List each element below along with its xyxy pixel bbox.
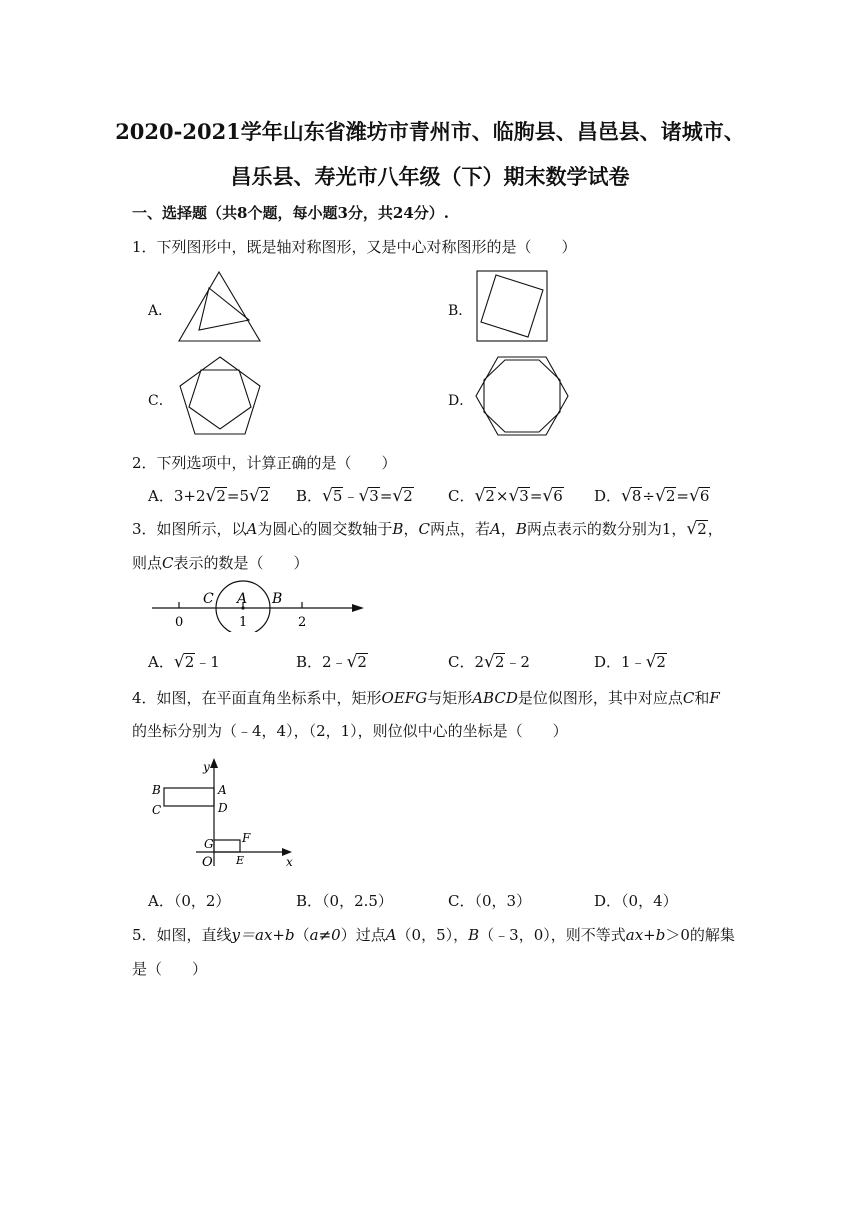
sqrt-icon: √ [655, 486, 666, 506]
q3-tick-2: 2 [298, 615, 307, 630]
q3-tick-0: 0 [175, 615, 184, 630]
q1-stem: 1．下列图形中，既是轴对称图形，又是中心对称图形的是（ ） [132, 238, 577, 256]
q4-axis-y: y [203, 760, 210, 774]
q2-option-d[interactable]: D．√8÷√2=√6 [594, 486, 710, 506]
q5-line-1: 5．如图，直线y＝ax+b（a≠0）过点A（0，5），B（﹣3，0），则不等式ax+b＞0的解集 [132, 926, 735, 944]
sqrt-icon: √ [173, 652, 185, 672]
title-line-1: 2020-2021学年山东省潍坊市青州市、临朐县、昌邑县、诸城市、 [115, 119, 745, 144]
q1-figure-c [176, 353, 266, 439]
q3-option-b[interactable]: B．2﹣√2 [296, 652, 367, 672]
q3-option-c[interactable]: C．2√2﹣2 [448, 652, 530, 672]
q3-label-b: B [272, 591, 283, 607]
section-heading: 一、选择题（共8个题，每小题3分，共24分）. [132, 204, 449, 222]
sqrt-icon: √ [508, 486, 520, 506]
q2-option-b[interactable]: B．√5﹣√3=√2 [296, 486, 413, 506]
q1-figure-d [474, 353, 570, 439]
sqrt-icon: √ [688, 486, 700, 506]
q4-option-c[interactable]: C．（0，3） [448, 892, 532, 910]
q4-option-b[interactable]: B．（0，2.5） [296, 892, 393, 910]
q3-option-a[interactable]: A．√2﹣1 [148, 652, 220, 672]
q3-line-2: 则点C表示的数是（ ） [132, 554, 309, 572]
q1-label-c: C． [148, 393, 173, 409]
sqrt-icon: √ [474, 486, 486, 506]
q4-option-d[interactable]: D．（0，4） [594, 892, 678, 910]
q3-tick-1: 1 [239, 615, 248, 630]
q4-label-g: G [204, 837, 214, 851]
q1-label-d: D． [448, 393, 474, 409]
q4-label-a: A [218, 783, 227, 797]
sqrt-icon: √ [346, 652, 358, 672]
sqrt-icon: √ [358, 486, 370, 506]
q4-label-d: D [218, 801, 228, 815]
sqrt-icon: √ [392, 486, 404, 506]
q3-label-c: C [203, 591, 214, 607]
sqrt-icon: √ [645, 652, 657, 672]
q4-coordinate-figure [148, 754, 298, 870]
sqrt-icon: √ [249, 486, 260, 506]
q1-label-b: B． [448, 303, 473, 319]
q4-option-a[interactable]: A．（0，2） [148, 892, 231, 910]
title-line-2: 昌乐县、寿光市八年级（下）期末数学试卷 [230, 164, 630, 189]
sqrt-icon: √ [686, 519, 698, 539]
q5-line-2: 是（ ） [132, 960, 208, 978]
q4-label-o: O [202, 855, 213, 870]
q3-number-line-figure [148, 578, 370, 632]
q2-option-c[interactable]: C．√2×√3=√6 [448, 486, 563, 506]
sqrt-icon: √ [621, 486, 632, 506]
q1-label-a: A． [148, 303, 173, 319]
q3-label-a: A [237, 591, 248, 607]
q3-line-1: 3．如图所示，以A为圆心的圆交数轴于B，C两点，若A，B两点表示的数分别为1，√2， [132, 519, 723, 539]
q2-option-a[interactable]: A．3+2√2=5√2 [148, 486, 270, 506]
sqrt-icon: √ [542, 486, 554, 506]
q1-figure-b [474, 268, 550, 344]
q4-label-f: F [242, 831, 251, 845]
q4-line-1: 4．如图，在平面直角坐标系中，矩形OEFG与矩形ABCD是位似图形，其中对应点C和F [132, 689, 720, 707]
q4-line-2: 的坐标分别为（﹣4，4），（2，1），则位似中心的坐标是（ ） [132, 722, 568, 740]
q4-label-e: E [236, 854, 245, 867]
q4-axis-x: x [286, 855, 293, 869]
q3-option-d[interactable]: D．1﹣√2 [594, 652, 666, 672]
q2-stem: 2．下列选项中，计算正确的是（ ） [132, 454, 397, 472]
sqrt-icon: √ [205, 486, 217, 506]
sqrt-icon: √ [484, 652, 495, 672]
q4-label-b: B [152, 783, 161, 797]
q1-figure-a [176, 268, 266, 344]
sqrt-icon: √ [322, 486, 333, 506]
q4-label-c: C [152, 803, 162, 817]
